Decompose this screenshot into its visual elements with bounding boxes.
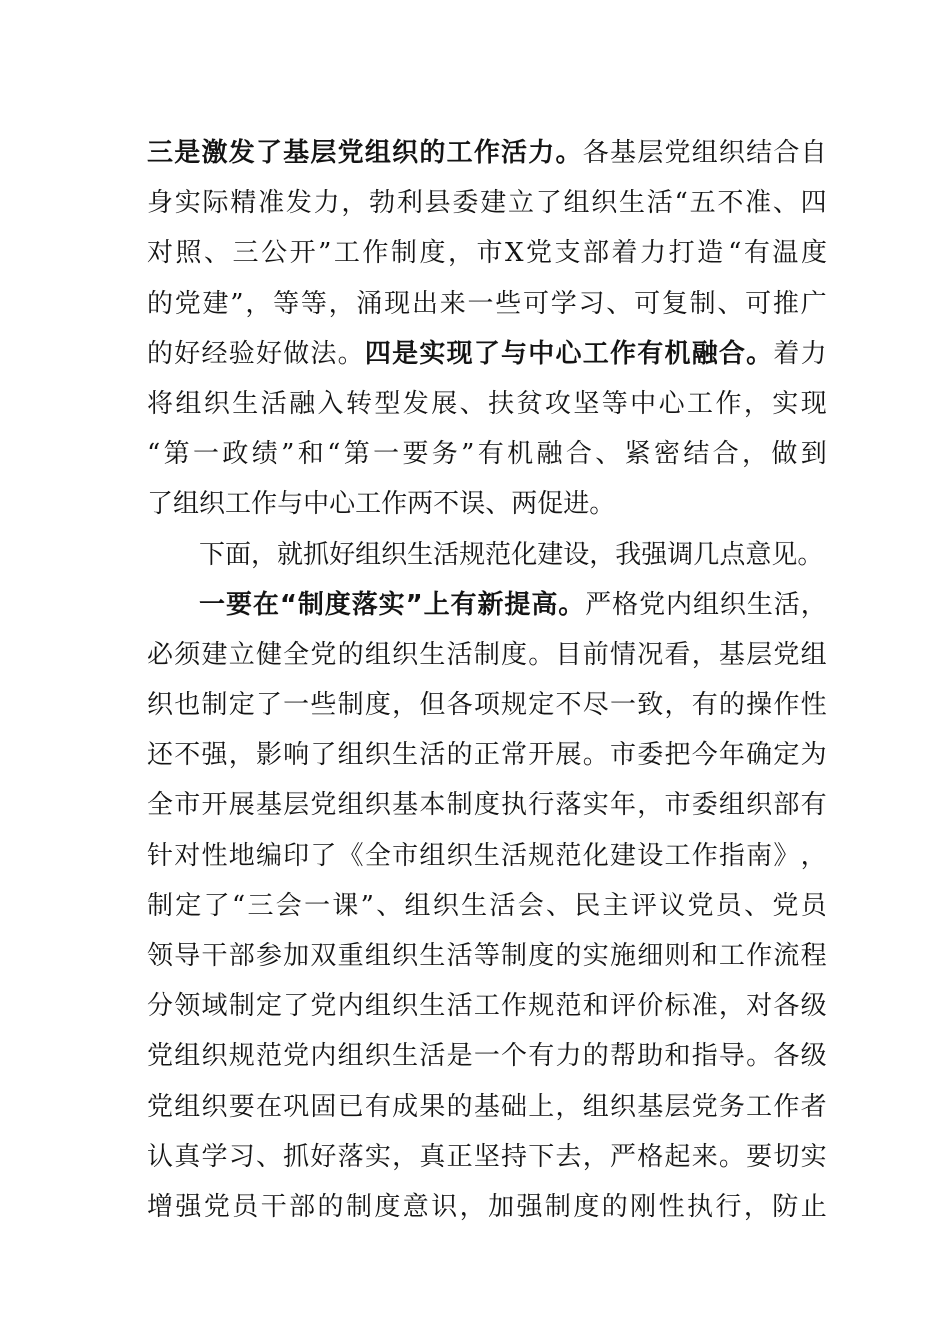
text-line: 制 定 了 “ 三 会 一 课 ” 、 组 织 生 活 会 、 民 主 评 议 党 员 、 党 员 [147,890,827,921]
text-line: 还 不 强 ， 影 响 了 组 织 生 活 的 正 常 开 展 。 市 委 把 今 年 确 定 为 [147,740,827,771]
text-line: “ 第 一 政 绩 ” 和 “ 第 一 要 务 ” 有 机 融 合 、 紧 密 结 合 ， 做 到 [147,439,827,470]
text-line: 一 要 在 “ 制 度 落 实 ” 上 有 新 提 高 。 严 格 党 内 组 织 生 活 ， [199,589,827,620]
text-line: 对 照 、 三 公 开 ” 工 作 制 度 ， 市 X 党 支 部 着 力 打 造 “ 有 温 度 [147,238,827,269]
text-line: 将 组 织 生 活 融 入 转 型 发 展 、 扶 贫 攻 坚 等 中 心 工 作 ， 实 现 [147,388,827,419]
text-line: 全 市 开 展 基 层 党 组 织 基 本 制 度 执 行 落 实 年 ， 市 委 组 织 部 有 [147,790,827,821]
text-line: 分 领 域 制 定 了 党 内 组 织 生 活 工 作 规 范 和 评 价 标 准 ， 对 各 级 [147,991,827,1022]
text-line: 的 好 经 验 好 做 法 。 四 是 实 现 了 与 中 心 工 作 有 机 融 合 。 着 力 [147,338,827,369]
text-line: 身 实 际 精 准 发 力 ， 勃 利 县 委 建 立 了 组 织 生 活 “ 五 不 准 、 四 [147,188,827,219]
text-line: 下 面 ， 就 抓 好 组 织 生 活 规 范 化 建 设 ， 我 强 调 几 点 意 见 。 [199,539,824,570]
text-line: 增 强 党 员 干 部 的 制 度 意 识 ， 加 强 制 度 的 刚 性 执 行 ， 防 止 [147,1191,827,1222]
text-line: 织 也 制 定 了 一 些 制 度 ， 但 各 项 规 定 不 尽 一 致 ， 有 的 操 作 性 [147,690,827,721]
text-line: 党 组 织 要 在 巩 固 已 有 成 果 的 基 础 上 ， 组 织 基 层 党 务 工 作 者 [147,1091,827,1122]
text-line: 了 组 织 工 作 与 中 心 工 作 两 不 误 、 两 促 进 。 [147,489,616,520]
text-line: 认 真 学 习 、 抓 好 落 实 ， 真 正 坚 持 下 去 ， 严 格 起 来 。 要 切 实 [147,1141,827,1172]
text-line: 的 党 建 ” ， 等 等 ， 涌 现 出 来 一 些 可 学 习 、 可 复 制 、 可 推 广 [147,288,827,319]
text-line: 三 是 激 发 了 基 层 党 组 织 的 工 作 活 力 。 各 基 层 党 组 织 结 合 自 [147,138,827,168]
text-line: 领 导 干 部 参 加 双 重 组 织 生 活 等 制 度 的 实 施 细 则 和 工 作 流 程 [147,941,827,971]
text-line: 必 须 建 立 健 全 党 的 组 织 生 活 制 度 。 目 前 情 况 看 ， 基 层 党 组 [147,639,827,670]
text-line: 针 对 性 地 编 印 了 《 全 市 组 织 生 活 规 范 化 建 设 工 作 指 南 》 ， [147,840,827,871]
document-body [147,128,827,1232]
text-line: 党 组 织 规 范 党 内 组 织 生 活 是 一 个 有 力 的 帮 助 和 指 导 。 各 级 [147,1041,827,1072]
